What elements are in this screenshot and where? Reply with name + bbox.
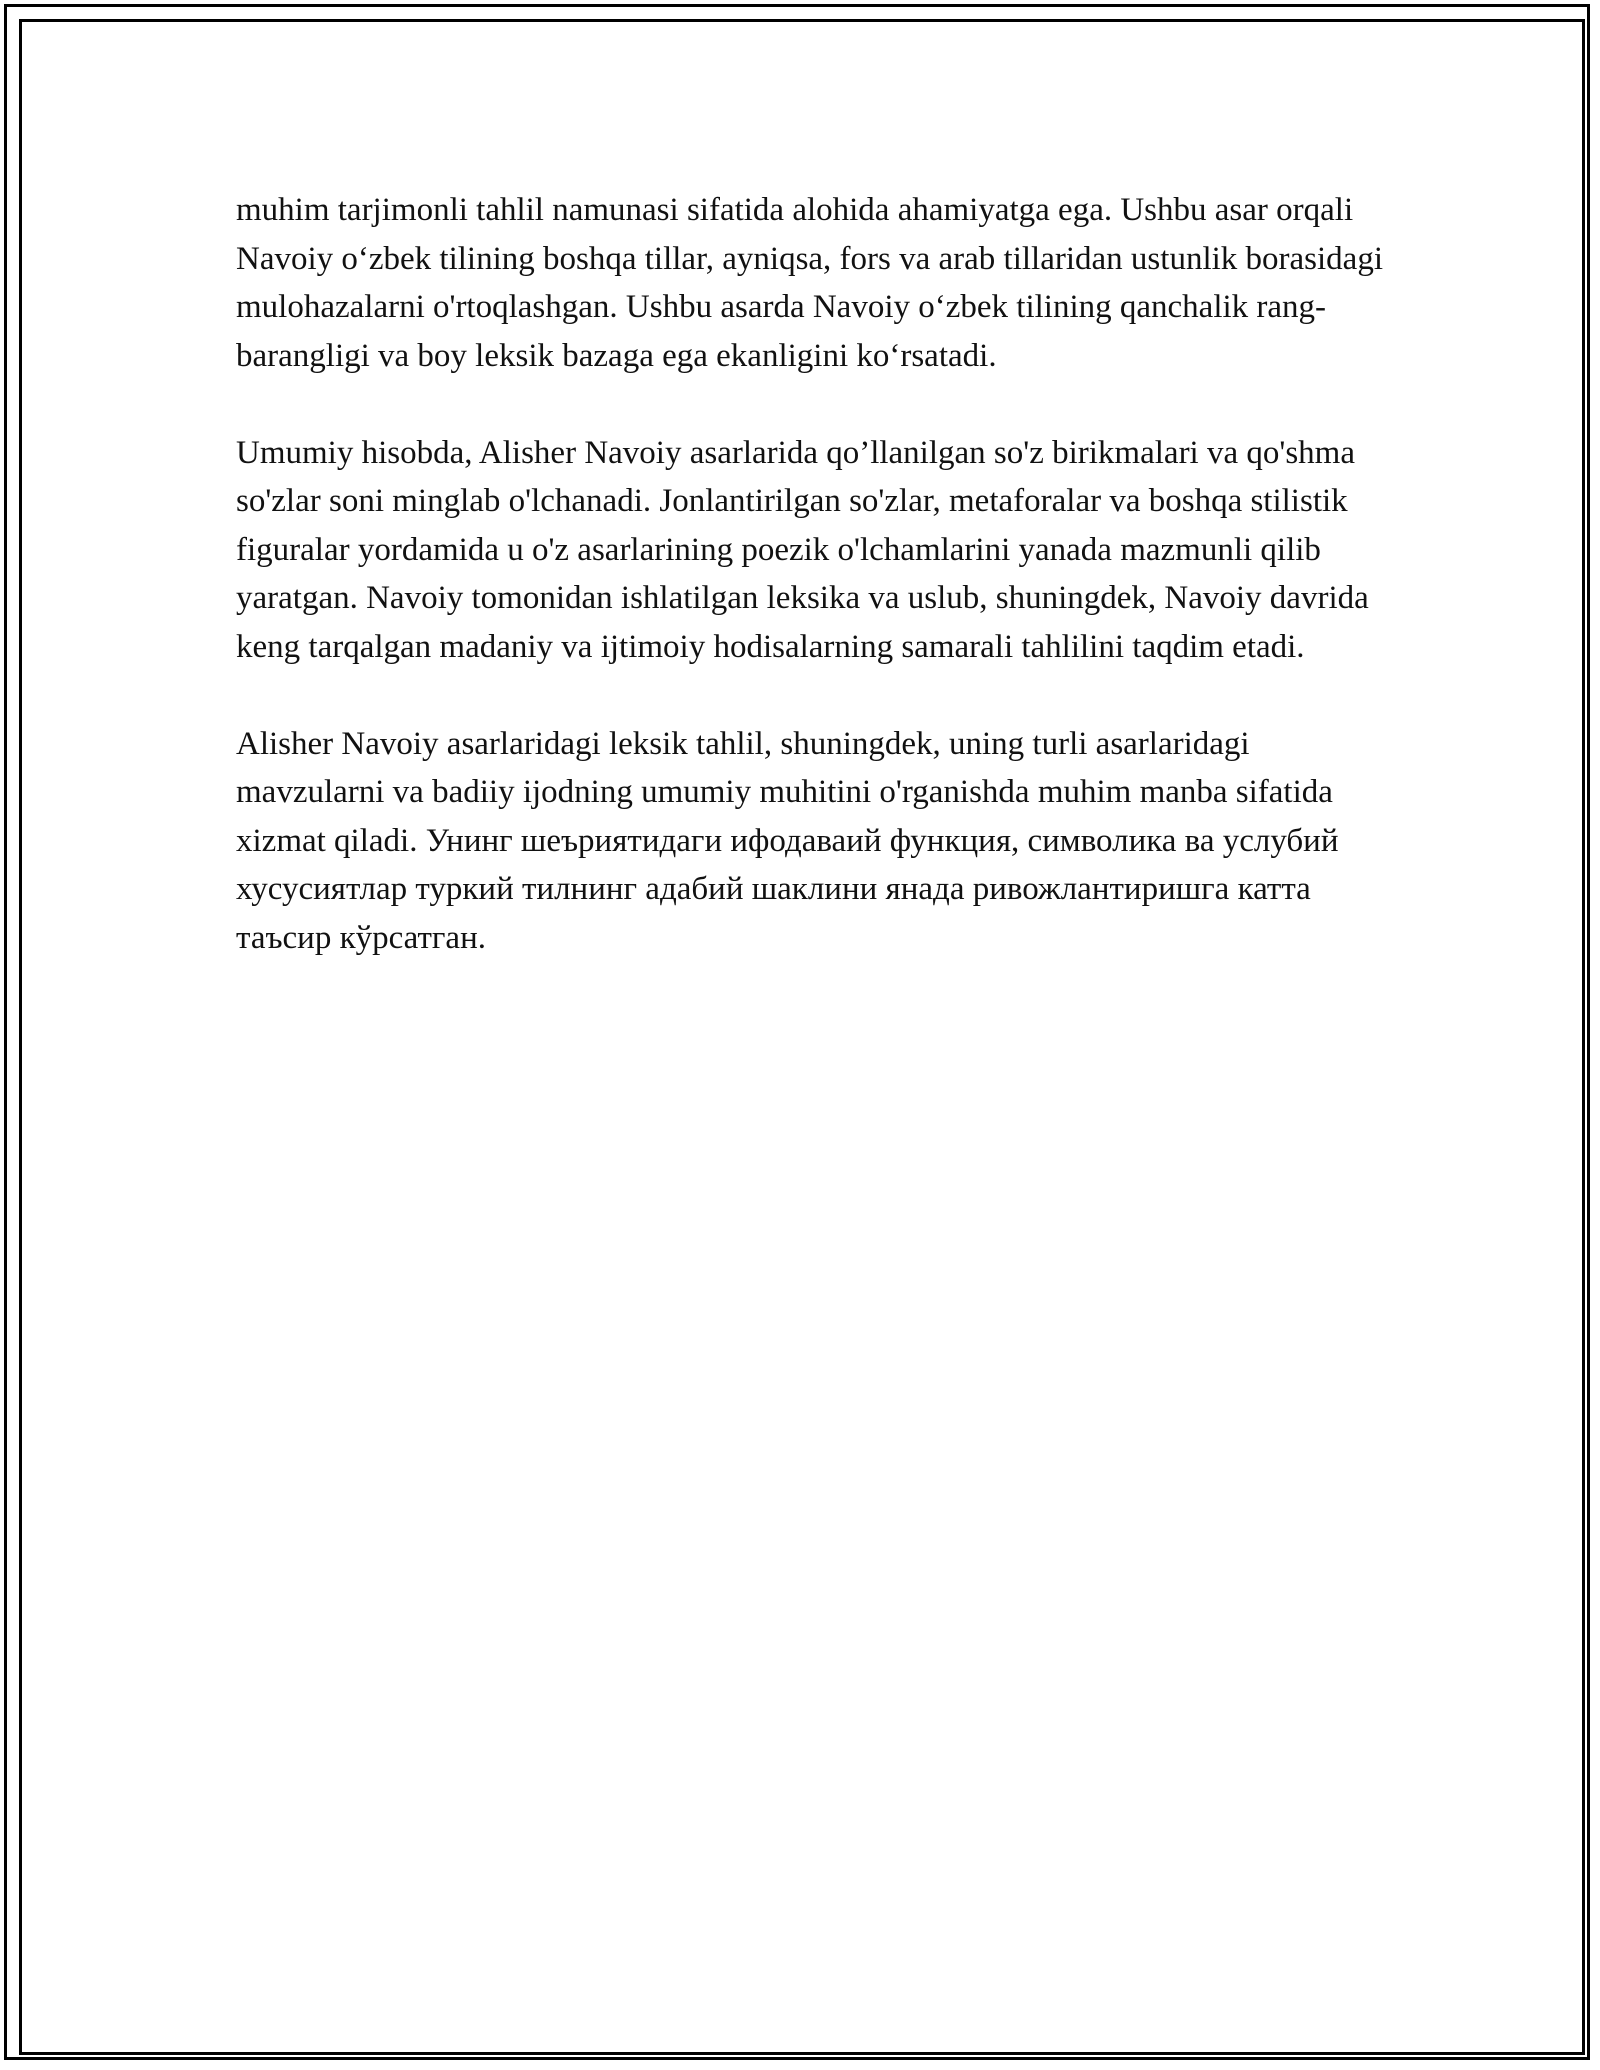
paragraph-1: muhim tarjimonli tahlil namunasi sifatida alohida ahamiyatga ega. Ushbu asar orqali Navoiy oʻzbek tilining boshqa tillar, ayniqsa, fors va arab tillaridan ustunlik borasidagi mulohazalarni o'rtoqlashgan. Ushbu asarda Navoiy oʻzbek tilining qanchalik rang-barangligi va boy leksik bazaga ega ekanligini koʻrsatadi.	[236, 192, 1383, 374]
document-body	[236, 186, 1386, 962]
paragraph-2: Umumiy hisobda, Alisher Navoiy asarlarida qo’llanilgan so'z birikmalari va qo'shma so'zlar soni minglab o'lchanadi. Jonlantirilgan so'zlar, metaforalar va boshqa stilistik figuralar yordamida u o'z asarlarining poezik o'lchamlarini yanada mazmunli qilib yaratgan. Navoiy tomonidan ishlatilgan leksika va uslub, shuningdek, Navoiy davrida keng tarqalgan madaniy va ijtimoiy hodisalarning samarali tahlilini taqdim etadi.	[236, 434, 1369, 665]
paragraph-3: Alisher Navoiy asarlaridagi leksik tahlil, shuningdek, uning turli asarlaridagi mavzularni va badiiy ijodning umumiy muhitini o'rganishda muhim manba sifatida xizmat qiladi. Унинг шеъриятидаги ифодаваий функция, символика ва услубий хусусиятлар туркий тилнинг адабий шаклини янада ривожлантиришга катта таъсир кўрсатган.	[236, 725, 1339, 956]
